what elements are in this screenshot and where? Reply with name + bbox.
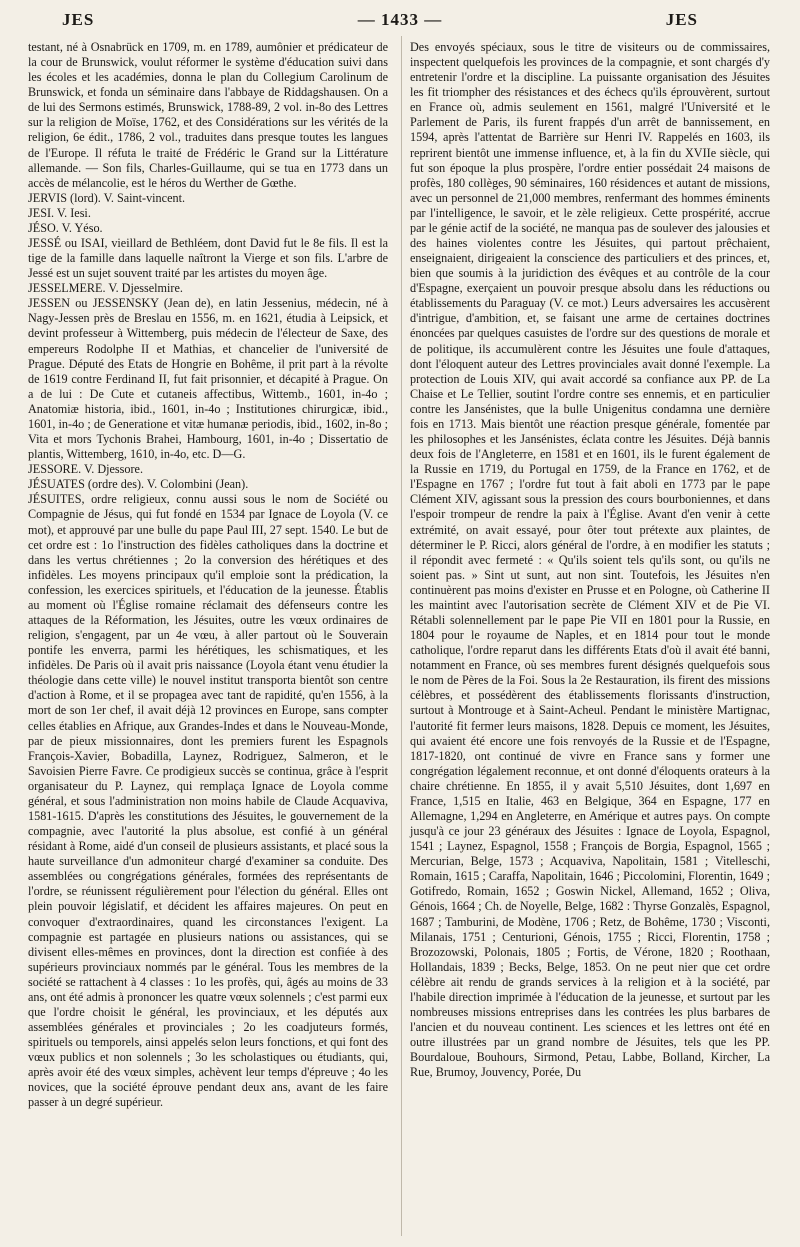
paragraph: JÉSUITES, ordre religieux, connu aussi sous le nom de Société ou Compagnie de Jésus, qui fut fondé en 1534 par Ignace de Loyola (V. ce mot), et approuvé par une bulle du pape Paul III, 27 sept. 1540. Le but de cet ordre est : 1o l'instruction des fidèles catholiques dans la doctrine et dans les vertus chrétiennes ; 2o la conversion des hérétiques et des infidèles. Les moyens principaux qu'il emploie sont la prédication, la confession, les exercices spirituels, et l'éducation de la jeunesse. Établis au moment où l'Église romaine réclamait des défenseurs contre les attaques de la Réformation, les Jésuites, outre les vœux ordinaires de religion, s'engagent, par un 4e vœu, à aller partout où le Souverain pontife les enverra, parmi les hérétiques, les schismatiques, et les infidèles. De Paris où il avait pris naissance (Loyola étant venu étudier la théologie dans cette ville) le nouvel institut transporta bientôt son centre d'action à Rome, et il se propagea avec tant de rapidité, qu'en 1556, à la mort de son 1er chef, il avait déjà 12 provinces en Europe, sans compter celles établies en Afrique, aux Grandes-Indes et dans le Nouveau-Monde, par de pieux missionnaires, dont les premiers furent les Espagnols François-Xavier, Bobadilla, Laynez, Rodriguez, Salmeron, et le Savoisien Pierre Favre. Ce prodigieux succès se continua, grâce à l'esprit organisateur du P. Laynez, qui remplaça Ignace de Loyola comme général, et sous l'administration non moins habile de Claude Acquaviva, 1581-1615. D'après les constitutions des Jésuites, le gouvernement de la compagnie, avec l'autorité la plus absolue, est confié à un général résidant à Rome, aidé d'un conseil de plusieurs assistants, et placé sous la haute surveillance d'un admoniteur chargé d'examiner sa conduite. Des assemblées ou congrégations générales, formées des représentants de l'ordre, se réunissent régulièrement pour l'élection du général. Elles ont plein pouvoir législatif, et décident les affaires majeures. On peut en convoquer d'extraordinaires, quand les circonstances l'exigent. La compagnie est partagée en plusieurs nations ou assistances, qui se divisent elles-mêmes en provinces, dont la direction est confiée à des supérieurs provinciaux nommés par le général. Tous les membres de la société se rattachent à 4 classes : 1o les profès, qui, âgés au moins de 33 ans, ont été admis à prononcer les quatre vœux solennels ; c'est parmi eux que l'ordre choisit le général, les provinciaux, et les députés aux assemblées générales et provinciales ; 2o les coadjuteurs formés, spirituels ou temporels, ainsi appelés selon leurs fonctions, et qui font des vœux publics et non solennels ; 3o les scholastiques ou étudiants, qui, après avoir été des vœux simples, achèvent leur temps d'épreuve ; 4o les novices, que la société éprouve pendant deux ans, avant de les faire passer à un degré supérieur. [28,492,388,1110]
page-number: — 1433 — [357,10,443,29]
paragraph: testant, né à Osnabrück en 1709, m. en 1789, aumônier et prédicateur de la cour de Brunswick, voulut réformer le système d'éducation suivi dans les écoles et les académies, donna le plan du Collegium Carolinum de Brunswick, et fonda un séminaire dans l'abbaye de Riddagshausen. On a de lui des Sermons estimés, Brunswick, 1788-89, 2 vol. in-8o des Lettres sur la religion de Moïse, 1762, et des Considérations sur les vérités de la religion, 6e édit., 1786, 2 vol., traduites dans presque toutes les langues de l'Europe. Il réfuta le traité de Frédéric le Grand sur la Littérature allemande. — Son fils, Charles-Guillaume, qui se tua en 1773 dans un accès de mélancolie, est le héros du Werther de Gœthe. [28,40,388,190]
paragraph: Des envoyés spéciaux, sous le titre de visiteurs ou de commissaires, inspectent quelquefois les provinces de la compagnie, et sont chargés d'y entretenir l'ordre et la discipline. La puissante organisation des Jésuites les fit triompher des résistances et des échecs qu'ils éprouvèrent, surtout en France où, admis seulement en 1561, malgré l'Université et le Parlement de Paris, ils furent frappés d'un arrêt de bannissement, en 1594, après l'attentat de Barrière sur Henri IV. Rappelés en 1603, ils reprirent bientôt une immense influence, et, à la fin du XVIIe siècle, qui fut son époque la plus prospère, l'ordre entier possédait 24 maisons de profès, 180 collèges, 90 séminaires, 160 résidences et autant de missions, avec un personnel de 21,000 membres, renfermant des hommes éminents par l'intelligence, le savoir, et le zèle religieux. Cette prospérité, accrue par le génie actif de la société, ne manqua pas de soulever des jalousies et des haines violentes contre les Jésuites, qui partout prêchaient, enseignaient, dirigeaient la conscience des particuliers et des princes, et, bien que soumis à la juridiction des évêques et au contrôle de la cour d'Espagne, exerçaient un pouvoir presque absolu dans les réductions ou établissements du Paraguay (V. ce mot.) Leurs adversaires les accusèrent d'intrigue, d'ambition, et, se faisant une arme de certaines doctrines énoncées par quelques casuistes de l'ordre sur des questions de morale et de politique, ils accumulèrent contre les Jésuites une foule d'attaques, dont l'éloquent auteur des Lettres provinciales avait donné l'exemple. La protection de Louis XIV, qui avait accordé sa confiance aux PP. de La Chaise et Le Tellier, soutint l'ordre contre ses ennemis, et en particulier contre les Jansénistes, que la bulle Unigenitus condamna une dernière fois en 1713. Mais bientôt une réaction presque générale, fomentée par les philosophes et les Jansénistes, éclata contre les Jésuites. Déjà bannis deux fois de l'Angleterre, en 1581 et en 1601, ils le furent également de la Russie en 1719, du Portugal en 1759, de la France en 1762, et de l'Espagne en 1767 ; l'ordre fut tout à fait aboli en 1773 par le pape Clément XIV, agissant sous la pression des cours bourboniennes, et dans l'espoir trompeur de rendre la paix à l'Église. Avant d'en venir à cette extrémité, on avait essayé, pour ôter tout prétexte aux plaintes, de déterminer le P. Ricci, alors général de l'ordre, à en modifier les statuts ; il répondit avec fermeté : « Qu'ils soient tels qu'ils sont, ou qu'ils ne soient pas. » Sint ut sunt, aut non sint. Toutefois, les Jésuites n'en continuèrent pas moins d'exister en Prusse et en Pologne, où Catherine II les maintint avec l'autorisation secrète de Clément XIV et de Pie VI. Rétabli solennellement par le pape Pie VII en 1801 pour la Russie, en 1804 pour le royaume de Naples, et en 1814 pour tout le monde catholique, l'ordre reparut dans les différents Etats d'où il avait été banni, notamment en France, où ses membres furent désignés quelquefois sous le nom de Pères de la Foi. Sous la 2e Restauration, ils firent des missions célèbres, et possédèrent des établissements florissants d'instruction, surtout à Montrouge et à Saint-Acheul. Pendant le ministère Martignac, l'autorité fit fermer leurs maisons, 1828. Depuis ce moment, les Jésuites, qui avaient été encore une fois renvoyés de la Russie et de l'Espagne, 1817-1820, ont continué de vivre en France sans y former une congrégation légalement reconnue, et ont donné d'éloquents orateurs à la chaire chrétienne. En 1855, il y avait 5,510 Jésuites, dont 1,697 en France, 1,515 en Italie, 463 en Belgique, 364 en Espagne, 177 en Allemagne, 1,294 en Angleterre, en Amérique et autres pays. On compte jusqu'à ce jour 23 généraux des Jésuites : Ignace de Loyola, Espagnol, 1541 ; Laynez, Espagnol, 1558 ; François de Borgia, Espagnol, 1565 ; Mercurian, Belge, 1573 ; Acquaviva, Napolitain, 1581 ; Vitelleschi, Romain, 1615 ; Caraffa, Napolitain, 1646 ; Piccolomini, Florentin, 1649 ; Gotifredo, Romain, 1652 ; Goswin Nickel, Allemand, 1652 ; Oliva, Génois, 1664 ; Ch. de Noyelle, Belge, 1682 : Thyrse Gonzalès, Espagnol, 1687 ; Tamburini, de Modène, 1706 ; Retz, de Bohême, 1730 ; Visconti, Milanais, 1751 ; Centurioni, Génois, 1755 ; Ricci, Florentin, 1758 ; Brozozowski, Polonais, 1805 ; Fortis, de Vérone, 1820 ; Roothaan, Hollandais, 1839 ; Becks, Belge, 1853. On ne peut nier que cet ordre célèbre ait rendu de grands services à la religion et à la société, par l'habile direction imprimée à l'éducation de la jeunesse, et surtout par les nombreuses missions entreprises dans les contrées les plus barbares de l'ancien et du nouveau continent. Les sciences et les lettres ont été en outre illustrées par un grand nombre de Jésuites, tels que les PP. Bourdaloue, Bouhours, Sirmond, Petau, Labbe, Bolland, Kircher, La Rue, Brumoy, Jouvency, Porée, Du [410,40,770,1080]
paragraph: JESSORE. V. Djessore. [28,462,144,477]
paragraph: JÉSUATES (ordre des). V. Colombini (Jean). [28,477,249,492]
header-right-word: JES [665,10,698,29]
left-column [28,40,388,1111]
paragraph: JESSÉ ou ISAI, vieillard de Bethléem, dont David fut le 8e fils. Il est la tige de la famille dans laquelle naîtront la Vierge et son fils. L'arbre de Jessé est un sujet souvent traité par les artistes du moyen âge. [28,236,388,281]
paragraph: JERVIS (lord). V. Saint-vincent. [28,190,186,205]
page-header [10,10,790,32]
paragraph: JESSELMERE. V. Djesselmire. [28,281,183,296]
column-divider [401,36,402,1236]
paragraph: JESSEN ou JESSENSKY (Jean de), en latin Jessenius, médecin, né à Nagy-Jessen près de Breslau en 1556, m. en 1621, étudia à Leipsick, et devint professeur à Wittemberg, puis médecin de l'électeur de Saxe, des empereurs Rodolphe II et Mathias, et chancelier de l'université de Prague. Député des Etats de Hongrie en Bohême, il prit part à la révolte de 1619 contre Ferdinand II, fut fait prisonnier, et décapité à Prague. On a de lui : De Cute et cutaneis affectibus, Wittemb., 1601, in-4o ; Anatomiæ historia, ibid., 1601, in-4o ; Institutiones chirurgicæ, ibid., 1601, in-4o ; de Generatione et vitæ humanæ periodis, ibid., 1602, in-8o ; Vita et mors Tychonis Brahei, Hambourg, 1601, in-4o ; Dissertatio de plantis, Wittemberg, 1610, in-4o, etc. D—G. [28,296,388,462]
paragraph: JESI. V. Iesi. [28,205,91,220]
header-left-word: JES [62,10,95,29]
right-column [410,40,770,1080]
paragraph: JÉSO. V. Yéso. [28,220,103,235]
